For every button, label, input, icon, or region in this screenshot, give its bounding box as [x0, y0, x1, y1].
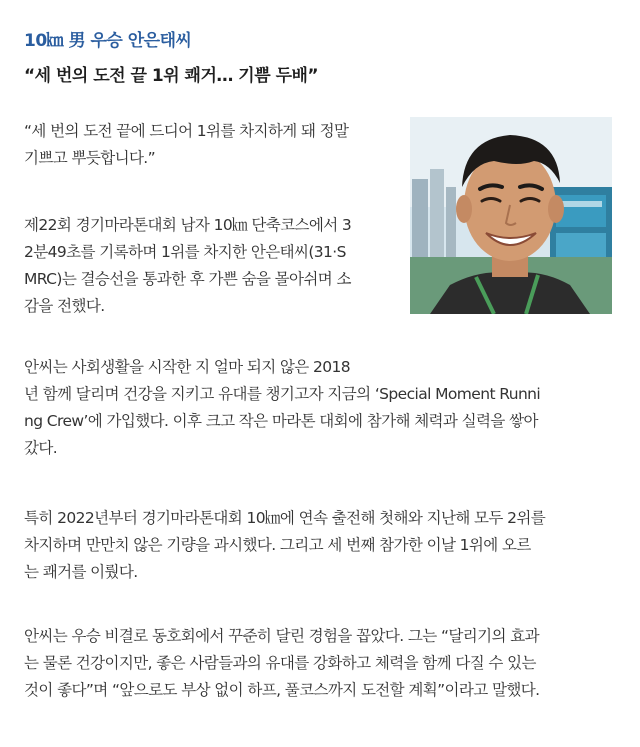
article-paragraph-2	[24, 212, 351, 320]
article-paragraph-4	[24, 505, 545, 586]
text-line: 것이 좋다”며 “앞으로도 부상 없이 하프, 풀코스까지 도전할 계획”이라고 말했다.	[24, 681, 540, 699]
text-line: “세 번의 도전 끝에 드디어 1위를 차지하게 돼 정말	[24, 122, 349, 140]
text-line: ng Crew’에 가입했다. 이후 크고 작은 마라톤 대회에 참가해 체력과 실력을 쌓아	[24, 412, 538, 430]
text-line: 안씨는 우승 비결로 동호회에서 꾸준히 달린 경험을 꼽았다. 그는 “달리기의 효과	[24, 627, 539, 645]
text-line: 기쁘고 뿌듯합니다.”	[24, 149, 156, 167]
article-paragraph-5	[24, 623, 539, 704]
text-line: 감을 전했다.	[24, 297, 105, 315]
text-line: 2분49초를 기록하며 1위를 차지한 안은태씨(31·S	[24, 243, 346, 261]
text-line: 년 함께 달리며 건강을 지키고 유대를 챙기고자 지금의 ‘Special Moment Runni	[24, 385, 541, 403]
article-paragraph-1	[24, 118, 348, 172]
text-line: 는 쾌거를 이뤘다.	[24, 563, 138, 581]
text-line: MRC)는 결승선을 통과한 후 가쁜 숨을 몰아쉬며 소	[24, 270, 351, 288]
article-category: 10㎞ 男 우승 안은태씨	[24, 31, 192, 51]
text-line: 안씨는 사회생활을 시작한 지 얼마 되지 않은 2018	[24, 358, 351, 376]
article-headline: “세 번의 도전 끝 1위 쾌거… 기쁨 두배”	[24, 66, 319, 86]
portrait-photo	[410, 117, 612, 314]
article-paragraph-3	[24, 354, 540, 462]
text-line: 제22회 경기마라톤대회 남자 10㎞ 단축코스에서 3	[24, 216, 352, 234]
text-line: 차지하며 만만치 않은 기량을 과시했다. 그리고 세 번째 참가한 이날 1위에 오르	[24, 536, 531, 554]
text-line: 갔다.	[24, 439, 58, 457]
text-line: 는 물론 건강이지만, 좋은 사람들과의 유대를 강화하고 체력을 함께 다질 수 있는	[24, 654, 536, 672]
text-line: 특히 2022년부터 경기마라톤대회 10㎞에 연속 출전해 첫해와 지난해 모두 2위를	[24, 509, 546, 527]
